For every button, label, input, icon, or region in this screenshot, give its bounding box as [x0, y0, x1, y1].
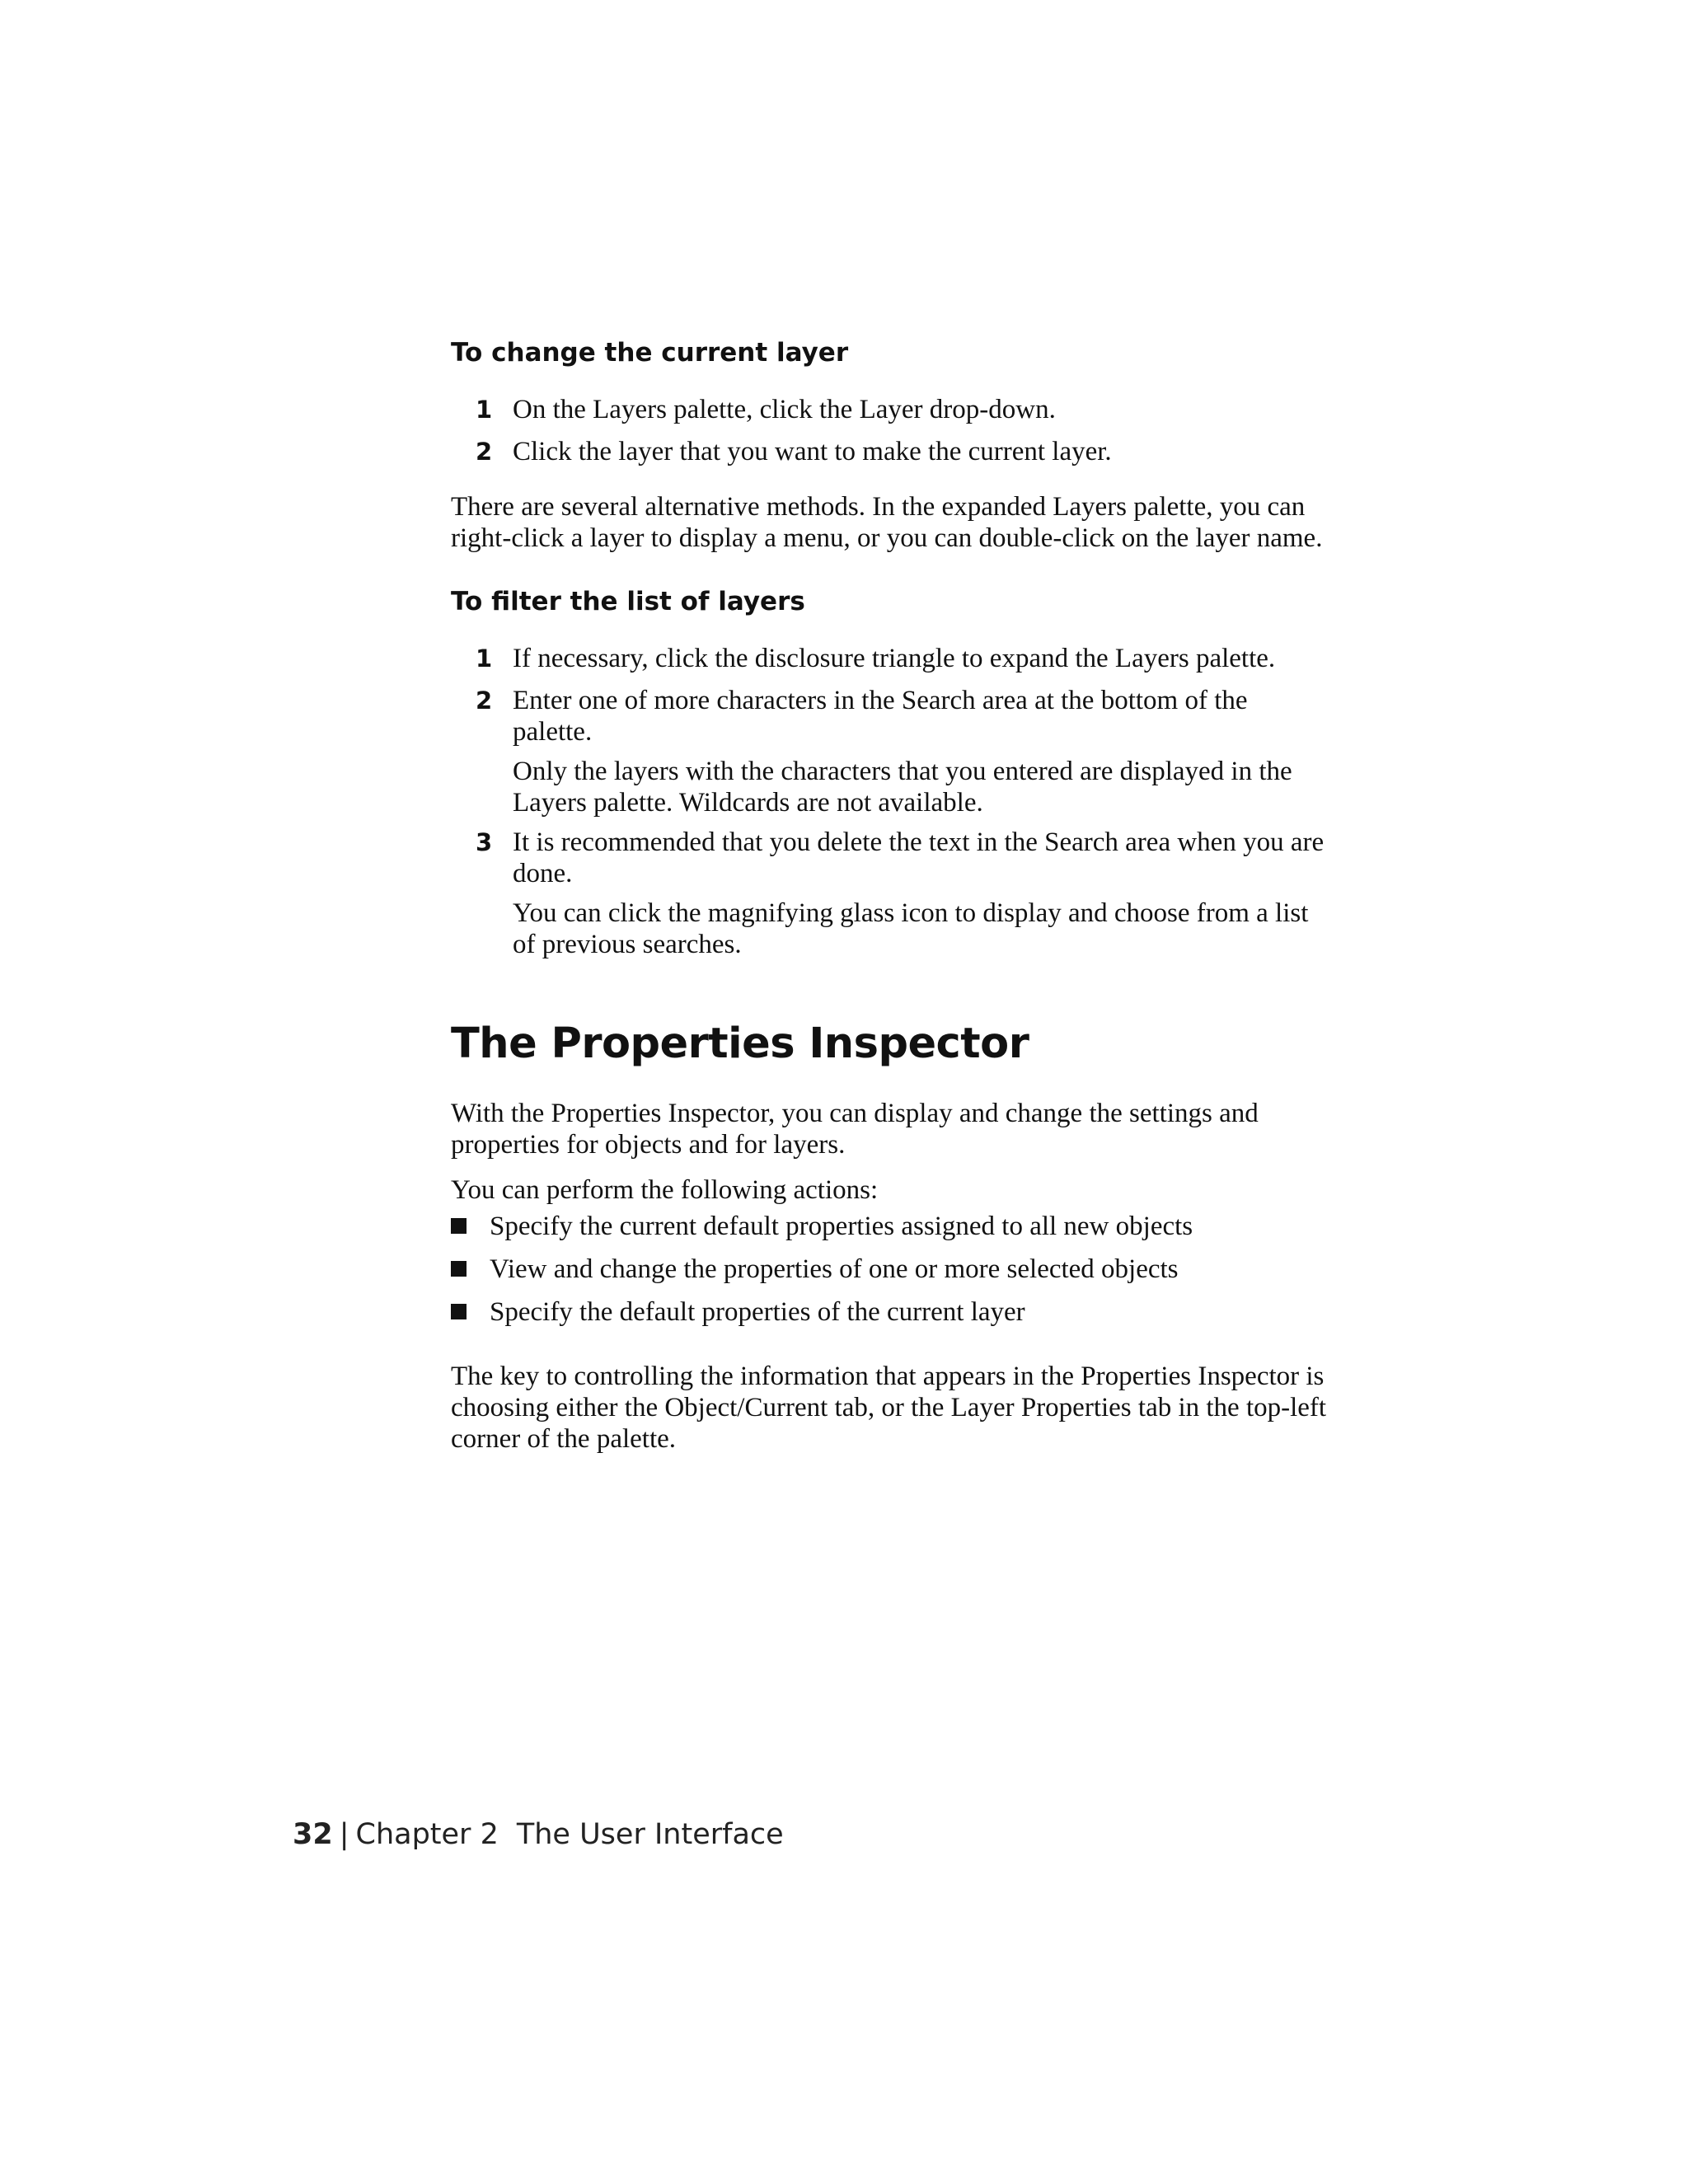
- step-number: 2: [476, 438, 493, 466]
- paragraph-properties-closing: The key to controlling the information that appears in the Properties Inspector is choosing either the Object/Current tab, or the Layer Properties tab in the top-left corner of the palette.: [451, 1361, 1327, 1454]
- step-text: It is recommended that you delete the text in the Search area when you are done.: [513, 827, 1325, 888]
- paragraph-properties-intro: With the Properties Inspector, you can display and change the settings and properties for objects and for layers.: [451, 1099, 1259, 1160]
- paragraph-alternative-methods: There are several alternative methods. In the expanded Layers palette, you can right-click a layer to display a menu, or you can double-click on the layer name.: [451, 492, 1323, 553]
- step-number: 1: [476, 644, 493, 673]
- square-bullet-icon: [451, 1261, 467, 1277]
- steps-change-layer: [451, 394, 1333, 467]
- square-bullet-icon: [451, 1218, 467, 1234]
- step-note: You can click the magnifying glass icon to display and choose from a list of previous searches.: [513, 898, 1309, 959]
- bullet-text: Specify the current default properties assigned to all new objects: [490, 1212, 1193, 1241]
- step-item: [451, 643, 1333, 674]
- step-number: 3: [476, 828, 493, 856]
- step-text: If necessary, click the disclosure triangle to expand the Layers palette.: [513, 644, 1276, 673]
- procedure-heading-change-layer: To change the current layer: [451, 338, 849, 368]
- square-bullet-icon: [451, 1304, 467, 1319]
- step-text: Enter one of more characters in the Search area at the bottom of the palette.: [513, 686, 1248, 747]
- step-number: 1: [476, 396, 493, 424]
- step-item: [451, 436, 1333, 467]
- step-item: [451, 685, 1333, 818]
- step-note: Only the layers with the characters that you entered are displayed in the Layers palette. Wildcards are not available.: [513, 757, 1292, 818]
- paragraph-actions-intro: You can perform the following actions:: [451, 1175, 879, 1205]
- step-text: Click the layer that you want to make the current layer.: [513, 437, 1112, 466]
- section-title-properties-inspector: The Properties Inspector: [451, 1019, 1029, 1068]
- page-footer: [293, 1817, 784, 1852]
- procedure-heading-filter-layers: To filter the list of layers: [451, 587, 805, 616]
- bullet-item: [451, 1296, 1333, 1328]
- step-item: [451, 827, 1333, 960]
- bullet-text: Specify the default properties of the current layer: [490, 1297, 1025, 1327]
- bullet-text: View and change the properties of one or more selected objects: [490, 1254, 1179, 1284]
- step-number: 2: [476, 687, 493, 715]
- footer-separator: |: [339, 1818, 349, 1851]
- steps-filter-layers: [451, 643, 1333, 960]
- page-number: 32: [293, 1818, 333, 1851]
- actions-bullet-list: [451, 1211, 1333, 1328]
- chapter-title: The User Interface: [516, 1818, 784, 1851]
- step-text: On the Layers palette, click the Layer drop-down.: [513, 395, 1056, 424]
- bullet-item: [451, 1254, 1333, 1285]
- bullet-item: [451, 1211, 1333, 1242]
- page-content: [451, 336, 1333, 1455]
- step-item: [451, 394, 1333, 425]
- chapter-label: Chapter 2: [355, 1818, 499, 1851]
